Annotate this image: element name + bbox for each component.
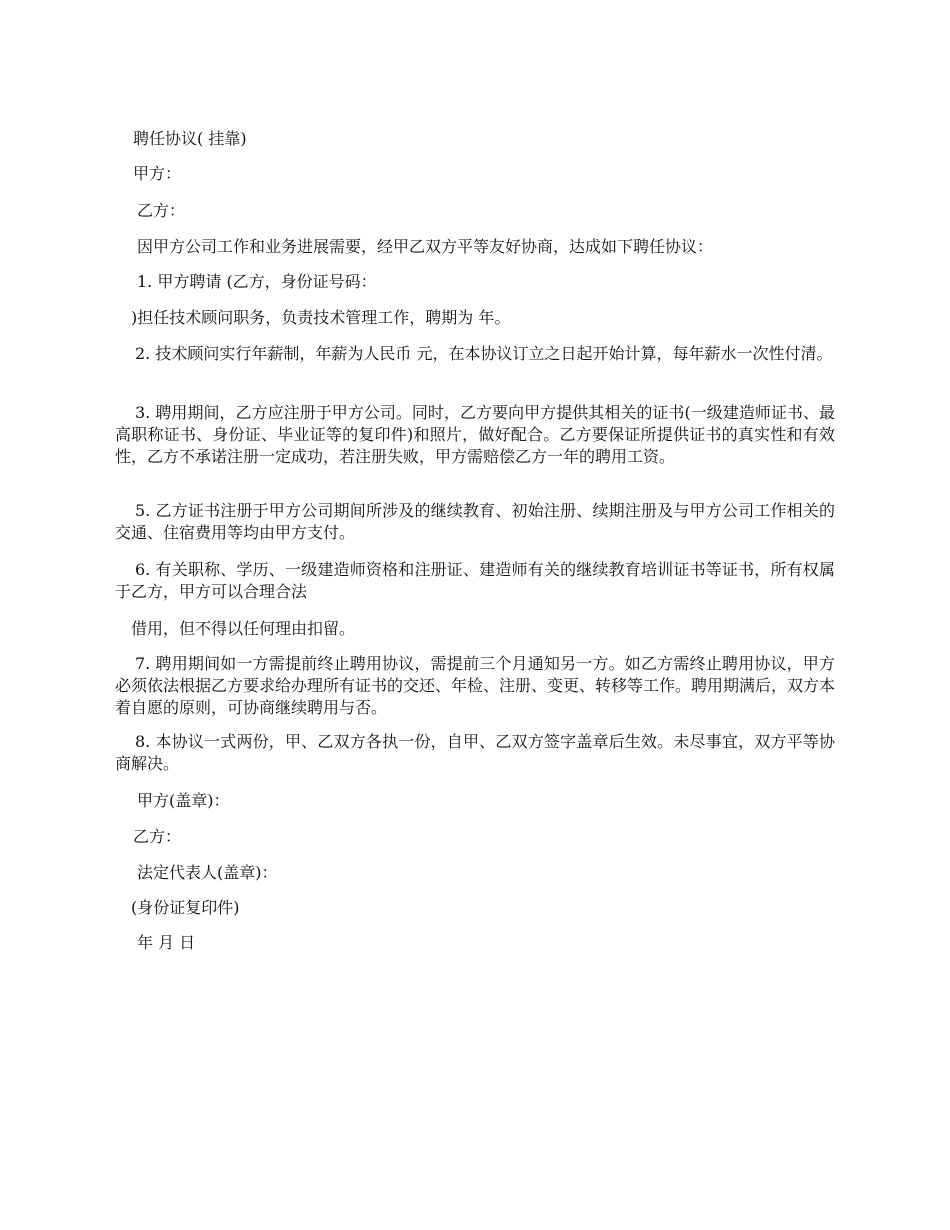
- signature-party-a: 甲方(盖章)：: [137, 791, 230, 810]
- clause-8-paragraph: [115, 731, 835, 775]
- clause-5-text: 5. 乙方证书注册于甲方公司期间所涉及的继续教育、初始注册、续期注册及与甲方公司工作相关的交通、住宿费用等均由甲方支付。: [115, 501, 835, 542]
- clause-8-text: 8. 本协议一式两份，甲、乙双方各执一份，自甲、乙双方签字盖章后生效。未尽事宜，双方平等协商解决。: [115, 732, 835, 773]
- clause-1-line-1: 1. 甲方聘请 (乙方，身份证号码：: [137, 272, 377, 291]
- clause-2-text: 2. 技术顾问实行年薪制，年薪为人民币 元，在本协议订立之日起开始计算，每年薪水一次性付清。: [135, 344, 833, 363]
- clause-5-paragraph: [115, 500, 835, 544]
- clause-3-text: 3. 聘用期间，乙方应注册于甲方公司。同时，乙方要向甲方提供其相关的证书(一级建造师证书、最高职称证书、身份证、毕业证等的复印件)和照片，做好配合。乙方要保证所提供证书的真实性和有效性，乙方不承诺注册一定成功，若注册失败，甲方需赔偿乙方一年的聘用工资。: [115, 403, 835, 466]
- clause-2-paragraph: [115, 343, 835, 365]
- intro-paragraph: 因甲方公司工作和业务进展需要，经甲乙双方平等友好协商，达成如下聘任协议：: [137, 237, 714, 256]
- signature-party-b: 乙方：: [133, 827, 182, 846]
- clause-1-line-2: )担任技术顾问职务，负责技术管理工作，聘期为 年。: [131, 308, 511, 327]
- clause-7-paragraph: [115, 653, 835, 719]
- clause-3-paragraph: [115, 402, 835, 468]
- clause-6-continuation: 借用，但不得以任何理由扣留。: [131, 619, 356, 638]
- clause-7-text: 7. 聘用期间如一方需提前终止聘用协议，需提前三个月通知另一方。如乙方需终止聘用协议，甲方必须依法根据乙方要求给办理所有证书的交还、年检、注册、变更、转移等工作。聘用期满后，双方本着自愿的原则，可协商继续聘用与否。: [115, 654, 836, 717]
- party-a-line: 甲方：: [133, 164, 182, 183]
- signature-date: 年 月 日: [137, 933, 196, 952]
- party-b-line: 乙方：: [137, 201, 186, 220]
- clause-6-paragraph: [115, 559, 835, 603]
- signature-legal-representative: 法定代表人(盖章)：: [137, 863, 278, 882]
- signature-id-copy: (身份证复印件): [131, 898, 240, 917]
- document-title: 聘任协议( 挂靠): [133, 129, 247, 148]
- clause-6-text: 6. 有关职称、学历、一级建造师资格和注册证、建造师有关的继续教育培训证书等证书，所有权属于乙方，甲方可以合理合法: [115, 560, 835, 601]
